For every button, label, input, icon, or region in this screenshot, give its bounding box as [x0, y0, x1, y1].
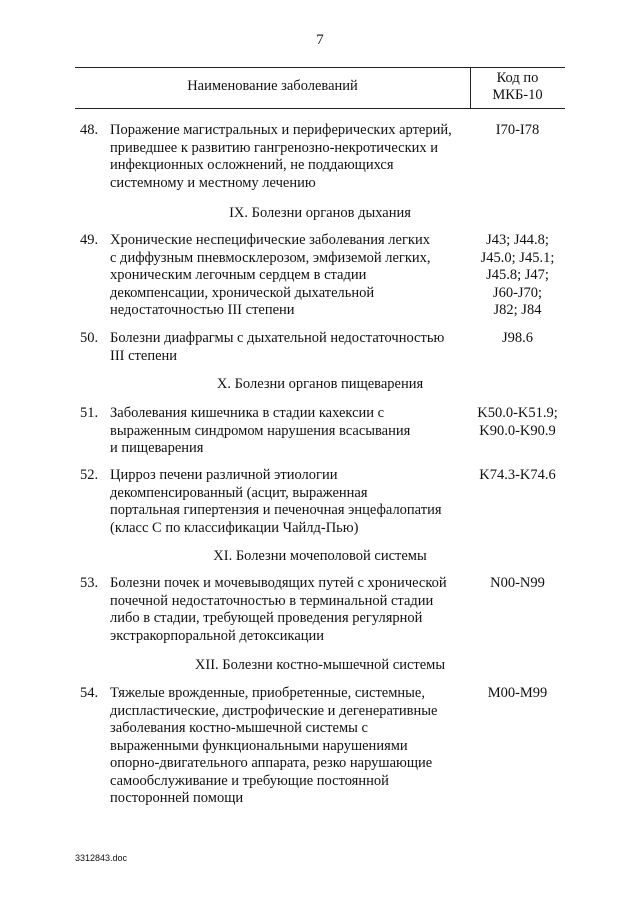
item-number: 53. — [80, 575, 99, 591]
description-line: Поражение магистральных и периферических артерий, — [110, 122, 452, 138]
description-line: декомпенсации, хронической дыхательной — [110, 284, 375, 301]
icd-code-line: K90.0-K90.9 — [479, 422, 556, 439]
header-top-rule — [75, 67, 565, 68]
item-number: 49. — [80, 232, 99, 248]
description-line: экстракорпоральной детоксикации — [110, 627, 325, 644]
icd-code-line: J43; J44.8; — [486, 232, 549, 248]
disease-description — [110, 467, 470, 537]
description-line: инфекционных осложнений, не поддающихся — [110, 157, 394, 173]
icd-code — [470, 467, 565, 485]
section-heading-digestive: X. Болезни органов пищеварения — [216, 376, 424, 392]
description-line: Заболевания кишечника в стадии кахексии с — [110, 405, 385, 421]
disease-description — [110, 122, 470, 192]
icd-code — [470, 575, 565, 593]
item-number: 48. — [80, 122, 99, 138]
description-line: Тяжелые врожденные, приобретенные, системные, — [110, 685, 425, 701]
icd-code-line: M00-M99 — [487, 685, 548, 701]
item-number: 50. — [80, 330, 99, 346]
disease-description — [110, 232, 470, 320]
description-line: почечной недостаточностью в терминальной стадии — [110, 592, 434, 609]
description-line: Цирроз печени различной этиологии — [110, 467, 338, 483]
description-line: и пищеварения — [110, 440, 204, 456]
description-line: с диффузным пневмосклерозом, эмфиземой легких, — [110, 249, 431, 266]
icd-code-line: J60-J70; — [492, 284, 543, 301]
disease-description — [110, 685, 470, 808]
icd-code-line: J98.6 — [501, 330, 534, 346]
icd-code — [470, 685, 565, 703]
description-line: самообслуживание и требующие постоянной — [110, 772, 389, 789]
icd-code — [470, 232, 565, 320]
icd-code-line: I70-I78 — [495, 122, 540, 138]
item-number: 51. — [80, 405, 99, 421]
description-line: недостаточностью III степени — [110, 302, 295, 318]
description-line: декомпенсированный (асцит, выраженная — [110, 484, 368, 501]
item-number: 52. — [80, 467, 99, 483]
description-line: выраженными функциональными нарушениями — [110, 737, 408, 754]
icd-code-line: J45.0; J45.1; — [480, 249, 555, 266]
icd-code-line: N00-N99 — [490, 575, 545, 591]
description-line: посторонней помощи — [110, 790, 244, 806]
description-line: опорно-двигательного аппарата, резко нарушающие — [110, 755, 433, 771]
column-header-icd-line1: Код по — [496, 70, 539, 86]
description-line: Болезни почек и мочевыводящих путей с хронической — [110, 575, 447, 591]
description-line: выраженным синдромом нарушения всасывания — [110, 422, 411, 439]
icd-code — [470, 405, 565, 440]
description-line: Болезни диафрагмы с дыхательной недостаточностью — [110, 330, 445, 346]
section-heading-respiratory: IX. Болезни органов дыхания — [229, 205, 411, 221]
description-line: заболевания костно-мышечной системы с — [110, 720, 368, 736]
description-line: Хронические неспецифические заболевания легких — [110, 232, 430, 248]
page-number: 7 — [316, 32, 324, 48]
column-header-icd-line2: МКБ-10 — [492, 87, 543, 103]
footer-file-name: 3312843.doc — [75, 853, 128, 863]
description-line: хроническим легочным сердцем в стадии — [110, 267, 367, 283]
description-line: III степени — [110, 347, 178, 364]
disease-description — [110, 575, 470, 645]
description-line: системному и местному лечению — [110, 174, 316, 191]
header-bottom-rule — [75, 108, 565, 109]
description-line: диспластические, дистрофические и дегенеративные — [110, 702, 438, 719]
column-header-diseases: Наименование заболеваний — [187, 78, 358, 94]
description-line: (класс С по классификации Чайлд-Пью) — [110, 519, 359, 536]
icd-code-line: J45.8; J47; — [486, 267, 549, 283]
icd-code-line: K74.3-K74.6 — [479, 467, 556, 483]
disease-description — [110, 330, 470, 365]
icd-code-line: K50.0-K51.9; — [477, 405, 558, 421]
icd-code — [470, 122, 565, 140]
column-header-icd-code — [470, 70, 565, 104]
description-line: портальная гипертензия и печеночная энцефалопатия — [110, 502, 442, 518]
icd-code-line: J82; J84 — [493, 302, 542, 318]
item-number: 54. — [80, 685, 99, 701]
description-line: приведшее к развитию гангренозно-некротических и — [110, 139, 439, 156]
icd-code — [470, 330, 565, 348]
description-line: либо в стадии, требующей проведения регулярной — [110, 610, 423, 626]
section-heading-musculoskeletal: XII. Болезни костно-мышечной системы — [194, 657, 446, 673]
disease-description — [110, 405, 470, 458]
section-heading-genitourinary: XI. Болезни мочеполовой системы — [213, 548, 427, 564]
